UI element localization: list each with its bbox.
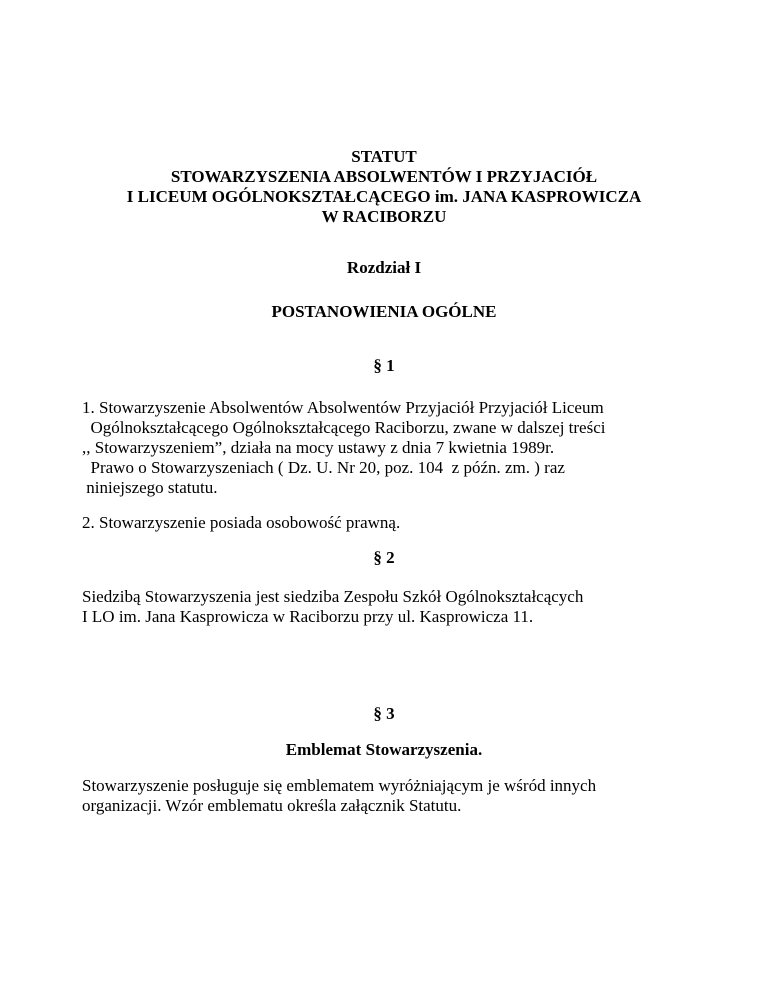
section-1-para-1-line-3: ,, Stowarzyszeniem”, działa na mocy ustawy z dnia 7 kwietnia 1989r. — [82, 438, 555, 457]
section-3-mark: § 3 — [373, 704, 395, 723]
section-1-mark: § 1 — [373, 356, 395, 375]
section-3-line-2: organizacji. Wzór emblematu określa załącznik Statutu. — [82, 796, 462, 815]
section-1-para-2: 2. Stowarzyszenie posiada osobowość prawną. — [82, 513, 401, 532]
title-line-1: STATUT — [351, 147, 417, 166]
chapter-heading: POSTANOWIENIA OGÓLNE — [271, 302, 497, 321]
title-line-3: I LICEUM OGÓLNOKSZTAŁCĄCEGO im. JANA KASPROWICZA — [126, 187, 642, 206]
section-1-para-1-line-2: Ogólnokształcącego Ogólnokształcącego Raciborzu, zwane w dalszej treści — [82, 418, 606, 437]
section-2-line-1: Siedzibą Stowarzyszenia jest siedziba Zespołu Szkół Ogólnokształcących — [82, 587, 584, 606]
title-line-2: STOWARZYSZENIA ABSOLWENTÓW I PRZYJACIÓŁ — [170, 167, 598, 186]
section-1-para-1-line-5: niniejszego statutu. — [82, 478, 218, 497]
title-line-4: W RACIBORZU — [321, 207, 447, 226]
section-1-para-1-line-4: Prawo o Stowarzyszeniach ( Dz. U. Nr 20, poz. 104 z późn. zm. ) raz — [82, 458, 565, 477]
section-3-heading: Emblemat Stowarzyszenia. — [285, 740, 483, 759]
section-2-mark: § 2 — [373, 548, 395, 567]
section-3-line-1: Stowarzyszenie posługuje się emblematem wyróżniającym je wśród innych — [82, 776, 597, 795]
section-1-para-1-line-1: 1. Stowarzyszenie Absolwentów Absolwentów Przyjaciół Przyjaciół Liceum — [82, 398, 604, 417]
section-2-line-2: I LO im. Jana Kasprowicza w Raciborzu przy ul. Kasprowicza 11. — [82, 607, 534, 626]
chapter-label: Rozdział I — [346, 258, 422, 277]
